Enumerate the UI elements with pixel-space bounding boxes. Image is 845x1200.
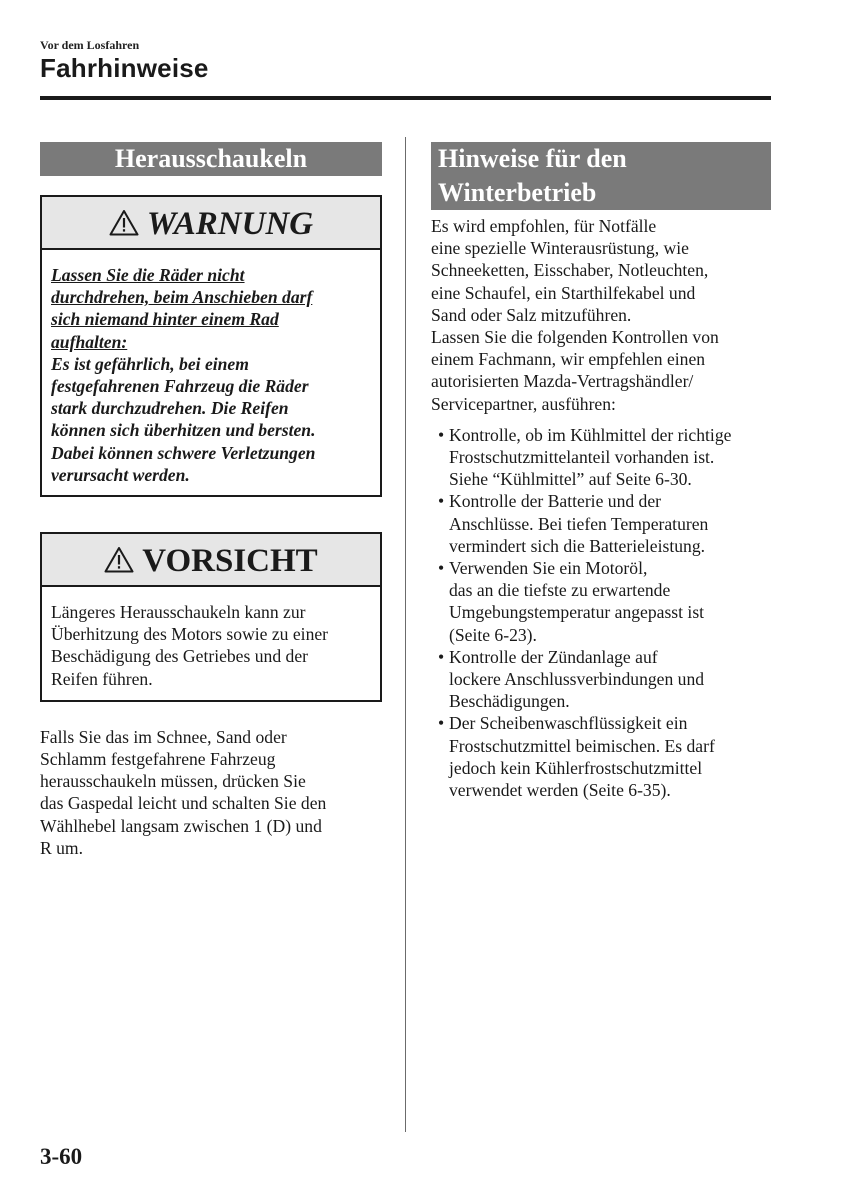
warning-body (42, 250, 380, 495)
list-item (431, 646, 771, 713)
column-divider (405, 137, 406, 1132)
body-line: Lassen Sie die folgenden Kontrollen von (431, 327, 719, 348)
list-item-line: Frostschutzmittel beimischen. Es darf (449, 735, 715, 756)
body-line: Es wird empfohlen, für Notfälle (431, 216, 657, 236)
warning-title: WARNUNG (146, 205, 314, 242)
body-line: autorisierten Mazda-Vertragshändler/ (431, 371, 694, 392)
list-item-line: jedoch kein Kühlerfrostschutzmittel (449, 757, 703, 778)
warning-line-underlined: Lassen Sie die Räder nicht (51, 265, 245, 285)
warning-line: können sich überhitzen und bersten. (51, 420, 316, 441)
checklist (431, 424, 771, 801)
list-item-line: verwendet werden (Seite 6-35). (449, 780, 671, 801)
list-item-line: lockere Anschlussverbindungen und (449, 669, 705, 690)
body-line: Servicepartner, ausführen: (431, 393, 616, 414)
body-line: einem Fachmann, wir empfehlen einen (431, 349, 706, 370)
list-item-line: Beschädigungen. (449, 691, 570, 712)
body-line: Sand oder Salz mitzuführen. (431, 304, 632, 325)
body-line: Wählhebel langsam zwischen 1 (D) und (40, 815, 322, 836)
bullet-icon: • (438, 558, 445, 579)
warning-line: festgefahrenen Fahrzeug die Räder (51, 376, 309, 397)
body-line: eine Schaufel, ein Starthilfekabel und (431, 282, 696, 303)
bullet-icon: • (438, 424, 445, 445)
list-item-line: Siehe “Kühlmittel” auf Seite 6-30. (449, 469, 692, 490)
list-item (431, 557, 771, 646)
list-item-line: Anschlüsse. Bei tiefen Temperaturen (449, 513, 709, 534)
caution-line: Beschädigung des Getriebes und der (51, 646, 308, 667)
list-item-line: Kontrolle der Zündanlage auf (449, 646, 658, 667)
list-item-line: Umgebungstemperatur angepasst ist (449, 602, 705, 623)
body-line: herausschaukeln müssen, drücken Sie (40, 771, 306, 792)
section-heading-line: Winterbetrieb (438, 178, 597, 207)
list-item-line: Frostschutzmittelanteil vorhanden ist. (449, 447, 715, 468)
bullet-icon: • (438, 646, 445, 667)
list-item (431, 490, 771, 557)
bullet-icon: • (438, 713, 445, 734)
list-item-line: Der Scheibenwaschflüssigkeit ein (449, 713, 688, 734)
page-number: 3-60 (40, 1144, 83, 1169)
page-title: Fahrhinweise (40, 53, 209, 83)
caution-line: Längeres Herausschaukeln kann zur (51, 602, 306, 623)
warning-line: Dabei können schwere Verletzungen (51, 442, 316, 463)
right-column (431, 142, 771, 801)
warning-line: stark durchzudrehen. Die Reifen (51, 398, 289, 419)
section-heading-line: Hinweise für den (438, 144, 627, 173)
title-rule (40, 96, 771, 100)
body-line: Schneeketten, Eisschaber, Notleuchten, (431, 260, 709, 281)
right-body-paragraph (431, 215, 771, 415)
body-line: Falls Sie das im Schnee, Sand oder (40, 726, 287, 747)
warning-line: verursacht werden. (51, 464, 190, 485)
warning-line-underlined: durchdrehen, beim Anschieben darf (51, 287, 313, 308)
section-heading-herausschaukeln: Herausschaukeln (40, 142, 382, 176)
list-item (431, 424, 771, 491)
list-item-line: Verwenden Sie ein Motoröl, (449, 558, 648, 579)
warning-line-underlined: aufhalten: (51, 331, 128, 352)
caution-header (42, 534, 380, 587)
list-item (431, 712, 771, 801)
warning-triangle-icon (104, 546, 134, 573)
left-body-paragraph (40, 726, 382, 859)
running-head: Vor dem Losfahren (40, 38, 140, 52)
body-line: Schlamm festgefahrene Fahrzeug (40, 749, 276, 770)
list-item-line: vermindert sich die Batterieleistung. (449, 535, 706, 556)
left-column (40, 142, 382, 859)
warning-triangle-icon (109, 209, 139, 236)
warning-line: Es ist gefährlich, bei einem (51, 353, 249, 374)
warning-line-underlined: sich niemand hinter einem Rad (51, 309, 279, 330)
section-heading-winterbetrieb (431, 142, 771, 210)
caution-line: Reifen führen. (51, 668, 153, 689)
caution-body (42, 587, 380, 700)
body-line: eine spezielle Winterausrüstung, wie (431, 238, 689, 259)
caution-title: VORSICHT (142, 542, 318, 579)
list-item-line: das an die tiefste zu erwartende (449, 580, 671, 601)
body-line: das Gaspedal leicht und schalten Sie den (40, 793, 327, 814)
caution-box (40, 532, 382, 702)
list-item-line: (Seite 6-23). (449, 624, 537, 645)
list-item-line: Kontrolle, ob im Kühlmittel der richtige (449, 424, 732, 445)
body-line: R um. (40, 837, 84, 858)
warning-box (40, 195, 382, 497)
list-item-line: Kontrolle der Batterie und der (449, 491, 662, 512)
bullet-icon: • (438, 491, 445, 512)
warning-header (42, 197, 380, 250)
caution-line: Überhitzung des Motors sowie zu einer (51, 624, 329, 645)
